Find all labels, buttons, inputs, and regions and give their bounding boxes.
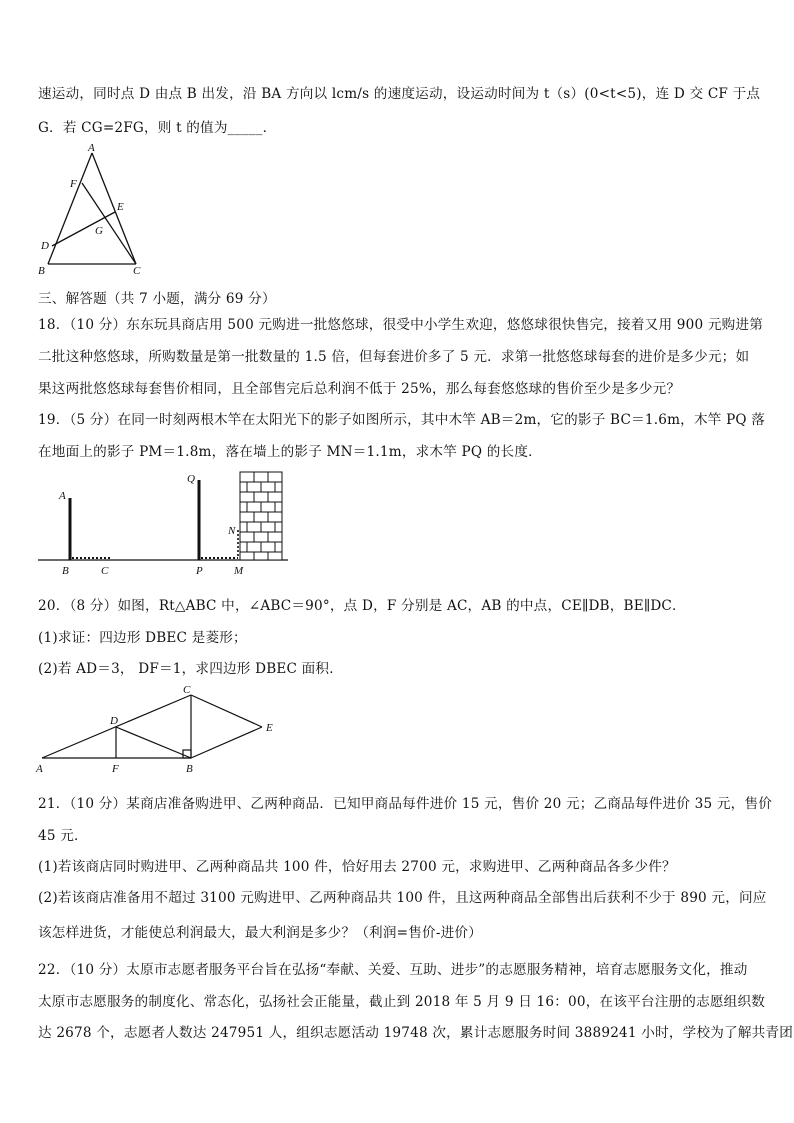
q22-text-line2: 太原市志愿服务的制度化、常态化，弘扬社会正能量，截止到 2018 年 5 月 9 日 16：00，在该平台注册的志愿组织数: [38, 994, 766, 1010]
q17-triangle-figure: [32, 140, 152, 278]
q17-label-c: C: [133, 265, 141, 277]
q17-label-f: F: [70, 178, 77, 190]
q19-label-c: C: [101, 565, 109, 577]
q20-label-c: C: [183, 684, 191, 696]
q21-text-line3: (1)若该商店同时购进甲、乙两种商品共 100 件，恰好用去 2700 元，求购进甲、乙两种商品各多少件？: [38, 859, 676, 875]
q17-label-g: G: [95, 225, 103, 237]
q20-label-f: F: [112, 763, 119, 775]
q19-text-line2: 在地面上的影子 PM＝1.8m，落在墙上的影子 MN＝1.1m，求木竿 PQ 的长度．: [38, 444, 542, 460]
q19-text-line1: 19．（5 分）在同一时刻两根木竿在太阳光下的影子如图所示，其中木竿 AB＝2m，它的影子 BC＝1.6m，木竿 PQ 落: [38, 412, 766, 428]
q17-text-line2: G．若 CG=2FG，则 t 的值为_____．: [38, 120, 277, 136]
q19-label-b: B: [62, 565, 69, 577]
q22-text-line1: 22．（10 分）太原市志愿者服务平台旨在弘扬“奉献、关爱、互助、进步”的志愿服务精神，培育志愿服务文化，推动: [38, 962, 748, 978]
q20-text-line3: (2)若 AD＝3， DF＝1，求四边形 DBEC 面积．: [38, 661, 344, 677]
q21-text-line2: 45 元．: [38, 828, 88, 844]
q17-label-d: D: [41, 240, 49, 252]
section-heading: 三、解答题（共 7 小题，满分 69 分）: [38, 291, 276, 307]
q20-text-line2: (1)求证：四边形 DBEC 是菱形；: [38, 630, 247, 646]
q22-text-line3: 达 2678 个，志愿者人数达 247951 人，组织志愿活动 19748 次，累计志愿服务时间 3889241 小时，学校为了解共青团: [38, 1025, 794, 1041]
q17-label-e: E: [117, 201, 124, 213]
q21-text-line4: (2)若该商店准备用不超过 3100 元购进甲、乙两种商品共 100 件，且这两种商品全部售出后获利不少于 890 元，问应: [38, 890, 767, 906]
q18-text-line3: 果这两批悠悠球每套售价相同，且全部售完后总利润不低于 25%，那么每套悠悠球的售价至少是多少元？: [38, 381, 681, 397]
q20-text-line1: 20．（8 分）如图，Rt△ABC 中，∠ABC＝90°，点 D，F 分别是 AC，AB 的中点，CE∥DB，BE∥DC．: [38, 598, 686, 614]
q19-label-p: P: [196, 565, 203, 577]
q20-rhombus-figure: [32, 680, 284, 776]
q19-label-n: N: [228, 525, 236, 537]
q19-label-q: Q: [187, 473, 195, 485]
q18-text-line1: 18．（10 分）东东玩具商店用 500 元购进一批悠悠球，很受中小学生欢迎，悠悠球很快售完，接着又用 900 元购进第: [38, 317, 764, 333]
q17-label-b: B: [38, 265, 45, 277]
q21-text-line1: 21．（10 分）某商店准备购进甲、乙两种商品．已知甲商品每件进价 15 元，售价 20 元；乙商品每件进价 35 元，售价: [38, 796, 773, 812]
q20-label-a: A: [36, 763, 43, 775]
q19-label-m: M: [234, 565, 244, 577]
q19-shadow-figure: [36, 468, 292, 580]
q19-label-a: A: [59, 490, 66, 502]
q17-label-a: A: [88, 142, 95, 154]
q17-text-line1: 速运动，同时点 D 由点 B 出发，沿 BA 方向以 lcm/s 的速度运动，设运动时间为 t（s）(0<t<5)，连 D 交 CF 于点: [38, 86, 761, 102]
q18-text-line2: 二批这种悠悠球，所购数量是第一批数量的 1.5 倍，但每套进价多了 5 元．求第一批悠悠球每套的进价是多少元；如: [38, 349, 750, 365]
q20-label-e: E: [266, 722, 273, 734]
q20-label-b: B: [186, 763, 193, 775]
q20-label-d: D: [110, 715, 118, 727]
brick-wall: [240, 472, 282, 560]
q21-text-line5: 该怎样进货，才能使总利润最大，最大利润是多少？（利润=售价-进价）: [38, 925, 482, 941]
